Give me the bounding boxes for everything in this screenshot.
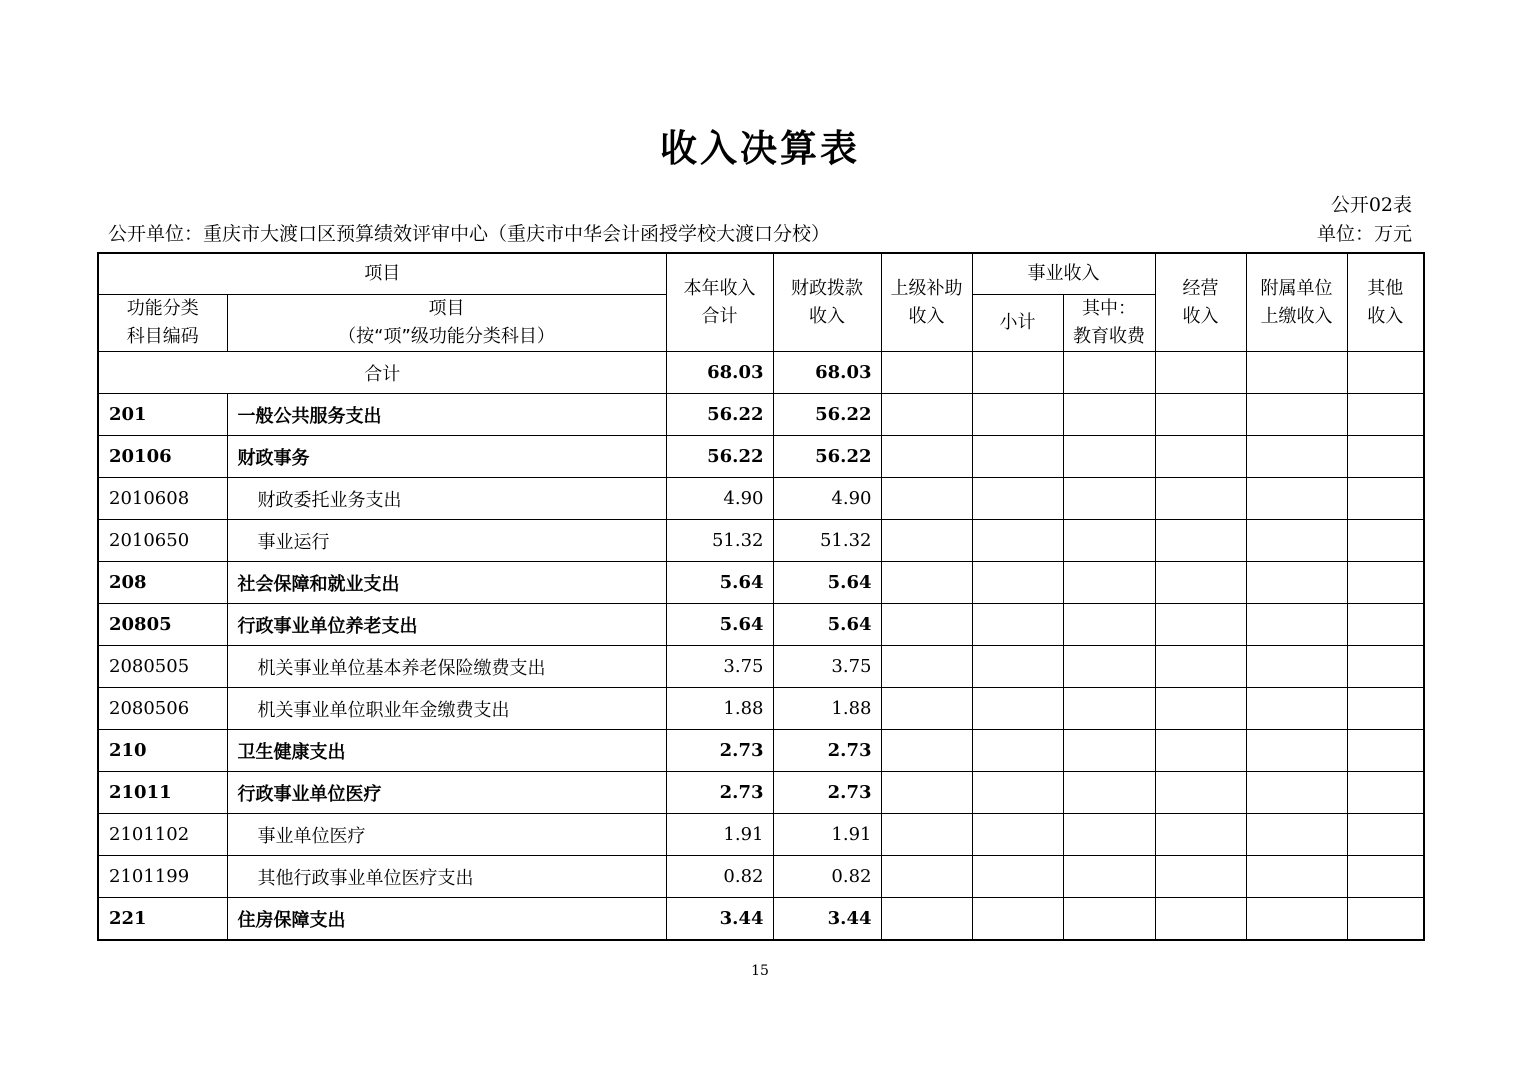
row-name: 一般公共服务支出: [227, 394, 666, 436]
table-row: [98, 394, 1424, 436]
row-income: 1.91: [666, 814, 773, 856]
empty-cell: [1246, 436, 1347, 478]
header-total-income-line1: 本年收入: [683, 277, 756, 299]
empty-cell: [881, 730, 972, 772]
row-code: 210: [98, 730, 227, 772]
empty-cell: [1347, 394, 1424, 436]
header-func-code-line2: 科目编码: [126, 326, 199, 347]
empty-cell: [881, 478, 972, 520]
empty-cell: [1063, 394, 1155, 436]
empty-cell: [1347, 898, 1424, 941]
empty-cell: [1246, 898, 1347, 941]
header-item-sub: [227, 295, 666, 352]
header-fiscal-line2: 收入: [809, 305, 845, 327]
empty-cell: [972, 814, 1063, 856]
table-row: [98, 436, 1424, 478]
header-func-code-line1: 功能分类: [126, 298, 199, 319]
row-name: 社会保障和就业支出: [227, 562, 666, 604]
empty-cell: [881, 604, 972, 646]
row-income: 56.22: [666, 394, 773, 436]
empty-cell: [1063, 646, 1155, 688]
row-fiscal: 51.32: [773, 520, 881, 562]
empty-cell: [1347, 604, 1424, 646]
empty-cell: [1246, 352, 1347, 394]
row-income: 51.32: [666, 520, 773, 562]
empty-cell: [1347, 856, 1424, 898]
table-row: [98, 520, 1424, 562]
empty-cell: [1246, 562, 1347, 604]
empty-cell: [1063, 436, 1155, 478]
empty-cell: [1347, 646, 1424, 688]
empty-cell: [1155, 730, 1246, 772]
empty-cell: [1347, 352, 1424, 394]
empty-cell: [1063, 688, 1155, 730]
empty-cell: [881, 898, 972, 941]
row-name: 行政事业单位医疗: [227, 772, 666, 814]
empty-cell: [972, 478, 1063, 520]
empty-cell: [1063, 604, 1155, 646]
header-business: [1155, 253, 1246, 352]
header-other-line1: 其他: [1367, 277, 1404, 299]
table-row: [98, 730, 1424, 772]
empty-cell: [1063, 772, 1155, 814]
header-edu-line2: 教育收费: [1073, 326, 1145, 347]
row-code: 21011: [98, 772, 227, 814]
empty-cell: [1063, 856, 1155, 898]
row-code: 20805: [98, 604, 227, 646]
header-edu-line1: 其中：: [1082, 298, 1136, 319]
empty-cell: [972, 646, 1063, 688]
empty-cell: [1347, 730, 1424, 772]
empty-cell: [972, 772, 1063, 814]
empty-cell: [1347, 814, 1424, 856]
row-income: 56.22: [666, 436, 773, 478]
empty-cell: [1063, 814, 1155, 856]
empty-cell: [972, 604, 1063, 646]
header-func-code: [98, 295, 227, 352]
empty-cell: [972, 352, 1063, 394]
empty-cell: [1063, 478, 1155, 520]
row-fiscal: 4.90: [773, 478, 881, 520]
empty-cell: [881, 772, 972, 814]
empty-cell: [881, 688, 972, 730]
empty-cell: [1155, 646, 1246, 688]
row-income: 3.44: [666, 898, 773, 941]
row-income: 2.73: [666, 730, 773, 772]
row-fiscal: 1.88: [773, 688, 881, 730]
empty-cell: [1155, 562, 1246, 604]
row-name: 事业单位医疗: [227, 814, 666, 856]
empty-cell: [881, 856, 972, 898]
row-name: 机关事业单位基本养老保险缴费支出: [227, 646, 666, 688]
row-code: 2010608: [98, 478, 227, 520]
header-item: 项目: [98, 253, 666, 295]
total-income: 68.03: [666, 352, 773, 394]
table-row: [98, 772, 1424, 814]
header-other-line2: 收入: [1367, 305, 1404, 327]
row-name: 行政事业单位养老支出: [227, 604, 666, 646]
empty-cell: [1347, 520, 1424, 562]
table-body: [98, 352, 1424, 941]
empty-cell: [1246, 394, 1347, 436]
currency-unit: 单位：万元: [1316, 223, 1412, 245]
row-income: 3.75: [666, 646, 773, 688]
row-fiscal: 3.44: [773, 898, 881, 941]
empty-cell: [1155, 604, 1246, 646]
header-fiscal: [773, 253, 881, 352]
header-career: 事业收入: [972, 253, 1155, 295]
row-name: 住房保障支出: [227, 898, 666, 941]
row-fiscal: 56.22: [773, 436, 881, 478]
header-affiliated-line1: 附属单位: [1260, 277, 1333, 299]
empty-cell: [1246, 604, 1347, 646]
row-code: 221: [98, 898, 227, 941]
table-row: [98, 478, 1424, 520]
empty-cell: [1347, 772, 1424, 814]
header-upper: [881, 253, 972, 352]
header-affiliated-line2: 上缴收入: [1260, 305, 1333, 327]
empty-cell: [972, 436, 1063, 478]
header-item-sub-line1: 项目: [428, 298, 465, 319]
row-fiscal: 2.73: [773, 730, 881, 772]
row-income: 1.88: [666, 688, 773, 730]
empty-cell: [1347, 478, 1424, 520]
empty-cell: [1155, 688, 1246, 730]
row-code: 20106: [98, 436, 227, 478]
row-code: 2080506: [98, 688, 227, 730]
empty-cell: [972, 730, 1063, 772]
table-row: [98, 646, 1424, 688]
empty-cell: [881, 394, 972, 436]
empty-cell: [972, 688, 1063, 730]
row-income: 5.64: [666, 562, 773, 604]
empty-cell: [1063, 898, 1155, 941]
empty-cell: [1155, 394, 1246, 436]
reporting-unit: 公开单位：重庆市大渡口区预算绩效评审中心（重庆市中华会计函授学校大渡口分校）: [108, 223, 831, 245]
empty-cell: [1155, 856, 1246, 898]
row-fiscal: 5.64: [773, 604, 881, 646]
empty-cell: [1347, 688, 1424, 730]
header-affiliated: [1246, 253, 1347, 352]
header-upper-line2: 收入: [908, 305, 945, 327]
table-header: [98, 253, 1424, 352]
header-total-income-line2: 合计: [701, 305, 738, 327]
row-income: 2.73: [666, 772, 773, 814]
empty-cell: [1347, 436, 1424, 478]
row-name: 其他行政事业单位医疗支出: [227, 856, 666, 898]
empty-cell: [881, 520, 972, 562]
row-name: 事业运行: [227, 520, 666, 562]
total-fiscal: 68.03: [773, 352, 881, 394]
row-fiscal: 2.73: [773, 772, 881, 814]
row-code: 2101199: [98, 856, 227, 898]
row-code: 208: [98, 562, 227, 604]
empty-cell: [1246, 520, 1347, 562]
total-label: 合计: [98, 352, 666, 394]
header-upper-line1: 上级补助: [890, 277, 963, 299]
page-number: 15: [751, 963, 769, 979]
header-business-line1: 经营: [1182, 277, 1219, 299]
table-row: [98, 562, 1424, 604]
empty-cell: [972, 898, 1063, 941]
empty-cell: [1246, 730, 1347, 772]
row-name: 财政事务: [227, 436, 666, 478]
header-other: [1347, 253, 1424, 352]
empty-cell: [881, 562, 972, 604]
income-table: [97, 252, 1425, 941]
header-business-line2: 收入: [1182, 305, 1219, 327]
row-income: 5.64: [666, 604, 773, 646]
empty-cell: [972, 856, 1063, 898]
header-fiscal-line1: 财政拨款: [791, 277, 863, 299]
row-code: 2101102: [98, 814, 227, 856]
empty-cell: [1155, 772, 1246, 814]
empty-cell: [972, 394, 1063, 436]
form-number: 公开02表: [1330, 194, 1412, 216]
header-subtotal: 小计: [972, 295, 1063, 352]
empty-cell: [881, 352, 972, 394]
empty-cell: [1246, 688, 1347, 730]
table-row: [98, 856, 1424, 898]
row-fiscal: 3.75: [773, 646, 881, 688]
table-row: [98, 898, 1424, 941]
empty-cell: [1063, 352, 1155, 394]
empty-cell: [972, 520, 1063, 562]
empty-cell: [1347, 562, 1424, 604]
row-fiscal: 0.82: [773, 856, 881, 898]
table-row: [98, 688, 1424, 730]
empty-cell: [1155, 478, 1246, 520]
header-item-sub-line2: （按“项”级功能分类科目）: [338, 326, 555, 347]
row-income: 4.90: [666, 478, 773, 520]
empty-cell: [1155, 352, 1246, 394]
empty-cell: [881, 646, 972, 688]
table-row: [98, 604, 1424, 646]
empty-cell: [972, 562, 1063, 604]
empty-cell: [1063, 730, 1155, 772]
empty-cell: [1063, 520, 1155, 562]
empty-cell: [881, 814, 972, 856]
header-edu-fee: [1063, 295, 1155, 352]
empty-cell: [1155, 520, 1246, 562]
empty-cell: [1246, 856, 1347, 898]
empty-cell: [1246, 814, 1347, 856]
empty-cell: [1063, 562, 1155, 604]
empty-cell: [1246, 646, 1347, 688]
row-income: 0.82: [666, 856, 773, 898]
row-name: 机关事业单位职业年金缴费支出: [227, 688, 666, 730]
empty-cell: [1246, 772, 1347, 814]
row-fiscal: 56.22: [773, 394, 881, 436]
empty-cell: [1155, 814, 1246, 856]
empty-cell: [1246, 478, 1347, 520]
total-row: [98, 352, 1424, 394]
row-code: 2010650: [98, 520, 227, 562]
row-name: 财政委托业务支出: [227, 478, 666, 520]
empty-cell: [1155, 898, 1246, 941]
row-fiscal: 5.64: [773, 562, 881, 604]
row-fiscal: 1.91: [773, 814, 881, 856]
empty-cell: [881, 436, 972, 478]
header-total-income: [666, 253, 773, 352]
row-code: 201: [98, 394, 227, 436]
page-title: 收入决算表: [660, 127, 860, 170]
table-row: [98, 814, 1424, 856]
row-code: 2080505: [98, 646, 227, 688]
row-name: 卫生健康支出: [227, 730, 666, 772]
empty-cell: [1155, 436, 1246, 478]
